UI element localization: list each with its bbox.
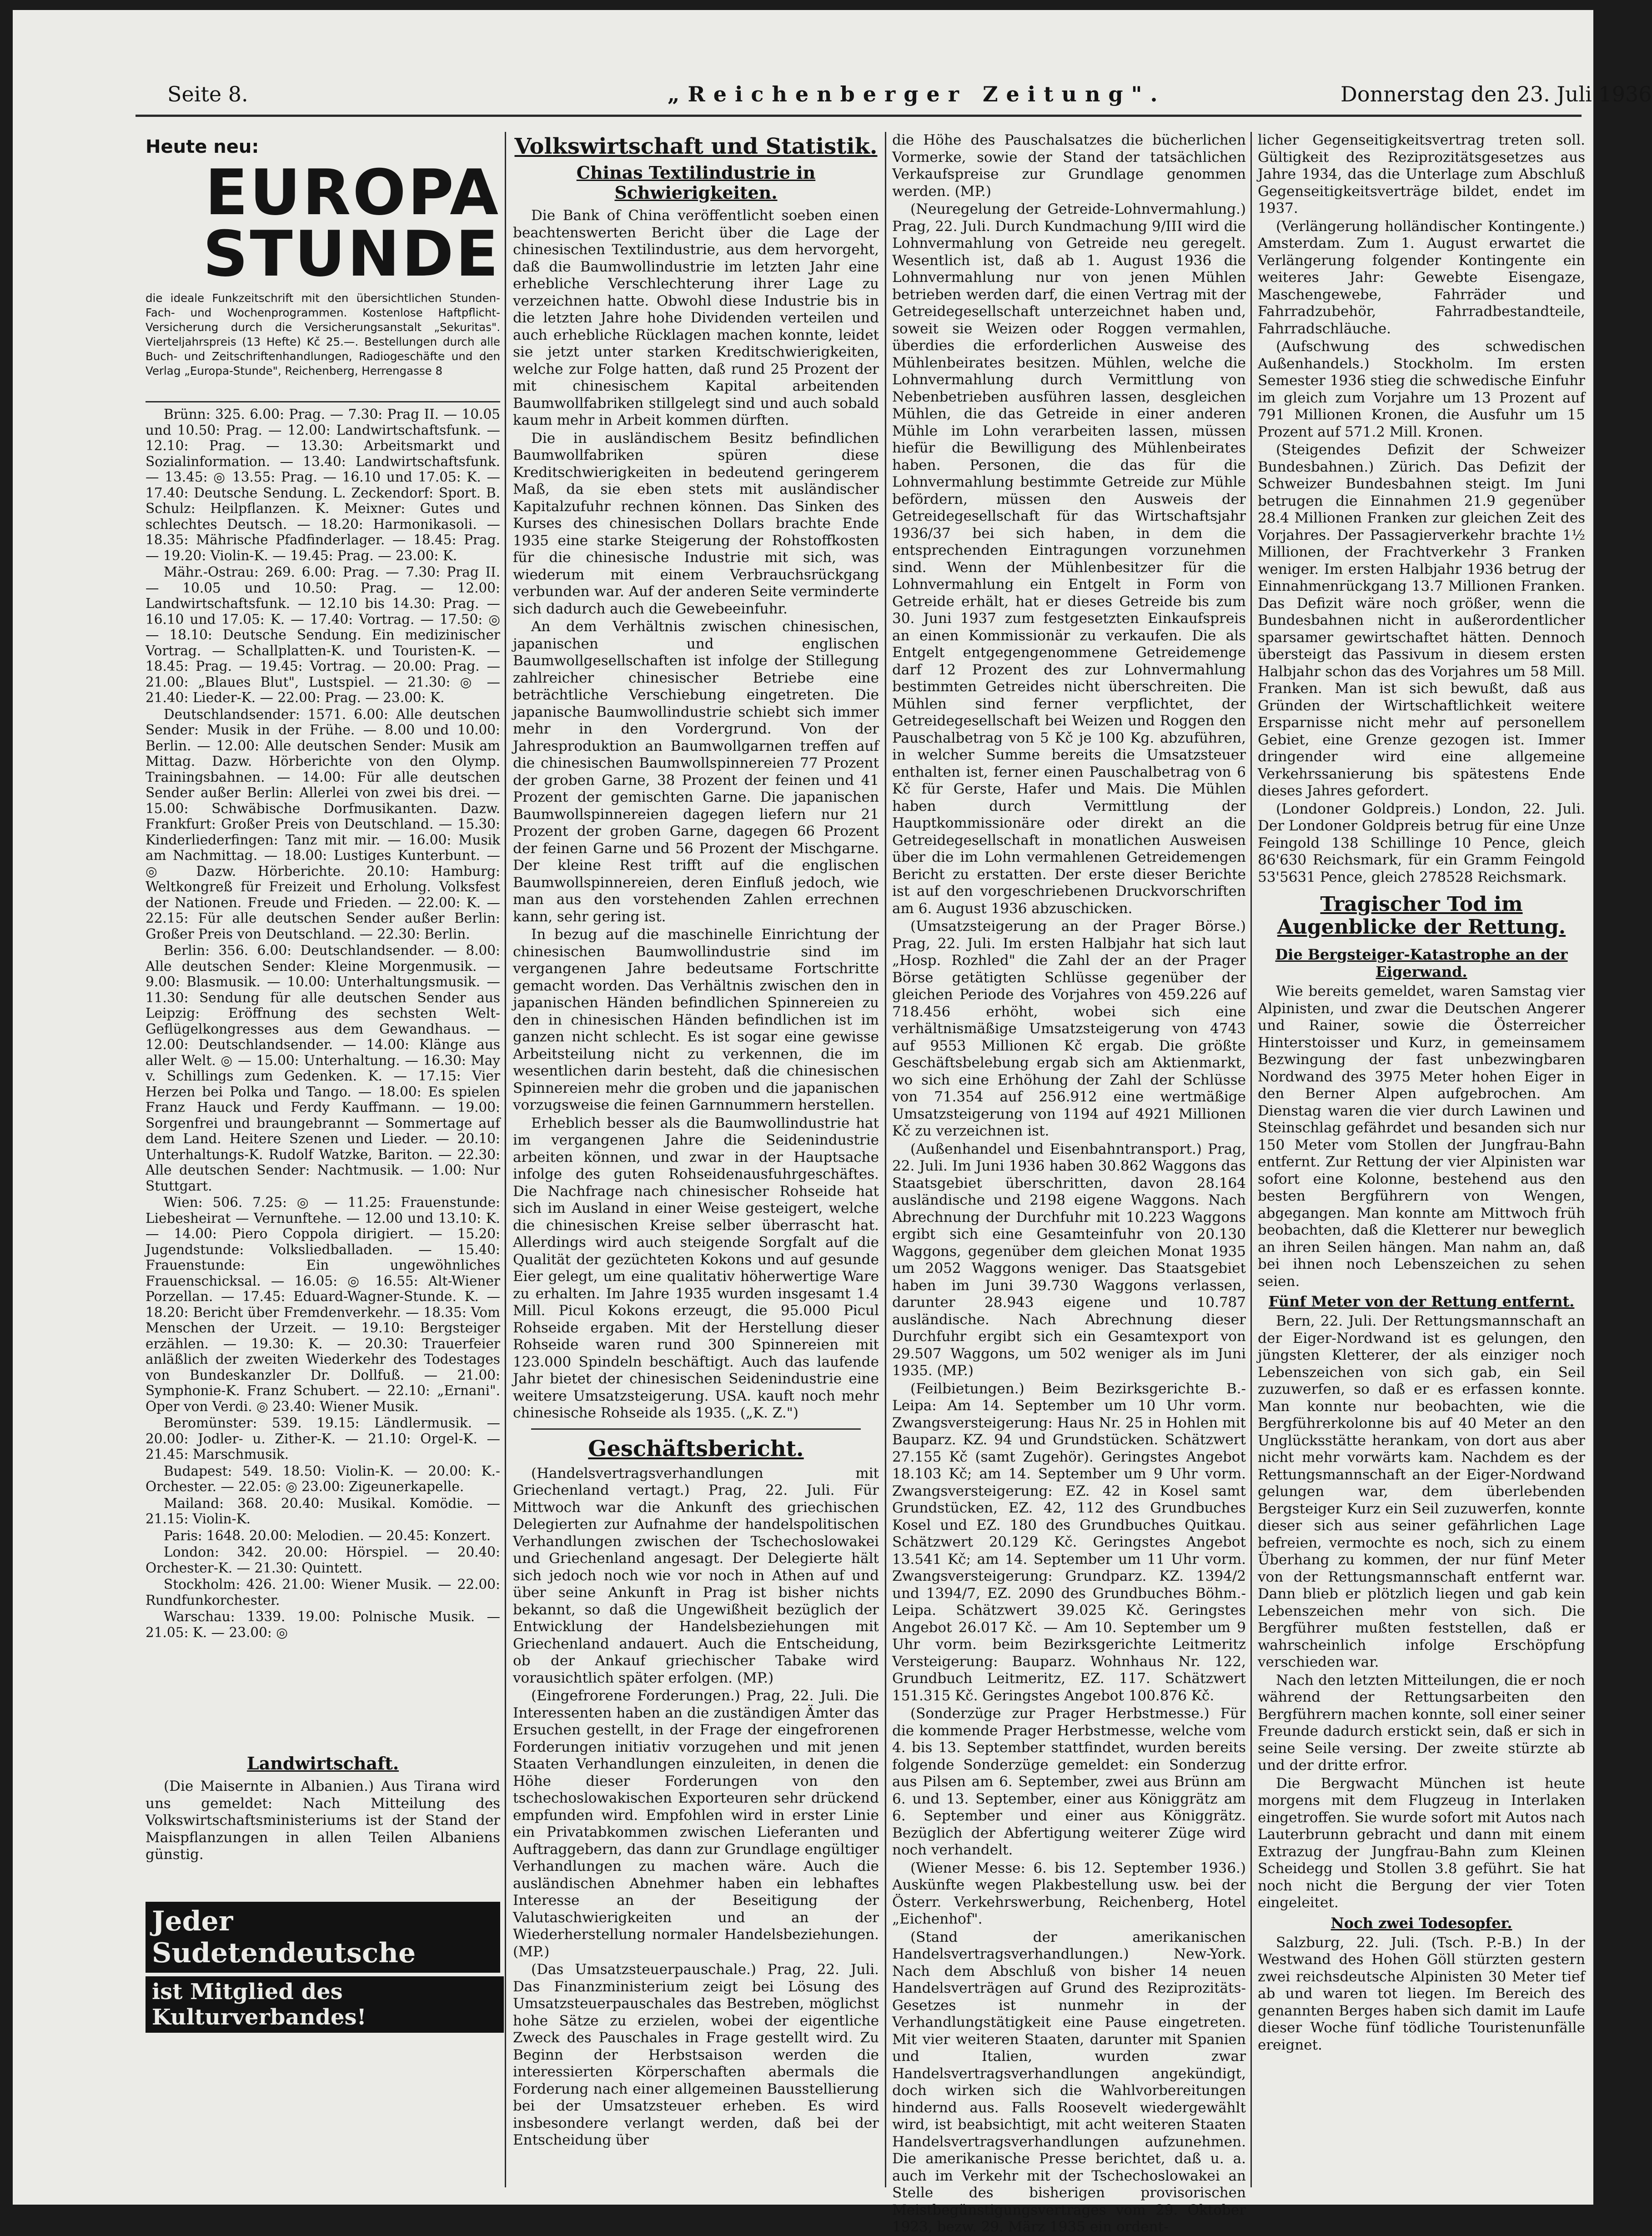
ad-rule (146, 401, 500, 402)
ad-kicker: Heute neu: (146, 136, 259, 157)
ad-blurb: die ideale Funkzeitschrift mit den übersichtlichen Stunden-Fach- und Wochenprogrammen. Kostenlose Haftpflicht-Versicherung durch die Versicherungsanstalt „Sekuritas". Vierteljahrspreis (13 Hefte) Kč 25.—. Bestellungen durch alle Buch- und Zeitschriftenhandlungen, Radiogeschäfte und den Verlag „Europa-Stunde", Reichenberg, Herrengasse 8 (146, 291, 500, 377)
article-paragraph: (Stand der amerikanischen Handelsvertragsverhandlungen.) New-York. Nach dem Abschluß von bisher 14 neuen Handelsverträgen auf Grund des Reziprozitäts-Gesetzes ist nunmehr in der Verhandlungstätigkeit eine Pause eingetreten. Mit vier weiteren Staaten, darunter mit Spanien und Italien, wurden zwar Handelsvertragsverhandlungen angekündigt, doch wirken sich die Wahlvorbereitungen hindernd aus. Falls Roosevelt wiedergewählt wird, ist beabsichtigt, mit acht weiteren Staaten Handelsvertragsverhandlungen aufzunehmen. Die amerikanische Presse berichtet, daß u. a. auch im Verkehr mit der Tschechoslowakei an Stelle des bisherigen provisorischen Meistbegünstigungsvertrages vom 29. Oktober 1923, bezw. 29. März 1935 ein ordent- (892, 1929, 1246, 2235)
radio-station-london: London: 342. 20.00: Hörspiel. — 20.40: Orchester-K. — 21.30: Quintett. (146, 1544, 500, 1576)
subheadline-eiger: Die Bergsteiger-Katastrophe an der Eigerwand. (1275, 946, 1568, 980)
article-paragraph: (Wiener Messe: 6. bis 12. September 1936.) Auskünfte wegen Plakbestellung usw. bei der Österr. Verkehrswerbung, Reichenberg, Hotel „Eichenhof". (892, 1859, 1246, 1927)
radio-station-beromunster: Beromünster: 539. 19.15: Ländlermusik. — 20.00: Jodler- u. Zither-K. — 21.10: Orgel-K. — 21.45: Marschmusik. (146, 1415, 500, 1462)
article-paragraph: Wie bereits gemeldet, waren Samstag vier Alpinisten, und zwar die Deutschen Angerer und Rainer, sowie die Österreicher Hinterstoisser und Kurz, in gemeinsamem Bezwingung der fast unbezwingbaren Nordwand des 3975 Meter hohen Eiger in den Berner Alpen aufgebrochen. Am Dienstag waren die vier durch Lawinen und Steinschlag gefährdet und besanden sich nur 150 Meter vom Stollen der Jungfrau-Bahn entfernt. Zur Rettung der vier Alpinisten war sofort eine Kolonne, bestehend aus den besten Bergführern von Wengen, abgegangen. Man konnte am Mittwoch früh beobachten, daß die Kletterer nur beweglich an ihren Seilen hängen. Man nahm an, daß bei ihnen noch Lebenszeichen zu sehen seien. (1258, 983, 1585, 1290)
radio-station-brunn: Brünn: 325. 6.00: Prag. — 7.30: Prag II. — 10.05 und 10.50: Prag. — 12.00: Landwirtschaftsfunk. — 12.10: Prag. — 13.30: Arbeitsmarkt und Sozialinformation. — 13.40: Landwirtschaftsfunk. — 13.45: ◎ 13.55: Prag. — 16.10 und 17.05: K. — 17.40: Deutsche Sendung. L. Zeckendorf: Sport. B. Schulz: Heilpflanzen. K. Meixner: Gutes und schlechtes Deutsch. — 18.20: Harmonikasoli. — 18.35: Mährische Pfadfinderlager. — 18.45: Prag. — 19.20: Violin-K. — 19.45: Prag. — 23.00: K. (146, 407, 500, 563)
article-paragraph: (Das Umsatzsteuerpauschale.) Prag, 22. Juli. Das Finanzministerium zeigt bei Lösung des Umsatzsteuerpauschales das Bestreben, möglichst hohe Sätze zu erzielen, wobei der eigentliche Zweck des Pauschales in Frage gestellt wird. Zu Beginn der Herbstsaison werden die interessierten Körperschaften abermals die Forderung nach einer allgemeinen Bausstellierung bei der Umsatzsteuer erheben. Es wird insbesondere verlangt werden, daß bei der Entscheidung über (513, 1961, 879, 2148)
ad-brand-line2: STUNDE (203, 217, 500, 291)
page-number: Seite 8. (167, 82, 248, 106)
column-economy (513, 132, 879, 2187)
radio-station-berlin: Berlin: 356. 6.00: Deutschlandsender. — 8.00: Alle deutschen Sender: Kleine Morgenmusik. — 9.00: Blasmusik. — 10.00: Unterhaltungsmusik. — 11.30: Sendung für alle deutschen Sender aus Leipzig: Eröffnung des sechsten Welt-Geflügelkongresses aus dem Gewandhaus. — 12.00: Deutschlandsender. — 14.00: Klänge aus aller Welt. ◎ — 15.00: Unterhaltung. — 16.30: May v. Schillings zum Gedenken. K. — 17.15: Vier Herzen bei Polka und Tango. — 18.00: Es spielen Franz Hauck und Ferdy Kauffmann. — 19.00: Sorgenfrei und braungebrannt — Sommertage auf dem Land. Heitere Szenen und Lieder. — 20.10: Unterhaltungs-K. Rudolf Watzke, Bariton. — 22.30: Alle deutschen Sender: Nachtmusik. — 1.00: Nur Stuttgart. (146, 943, 500, 1194)
newspaper-title: „Reichenberger Zeitung". (668, 82, 1166, 106)
article-paragraph: (Steigendes Defizit der Schweizer Bundesbahnen.) Zürich. Das Defizit der Schweizer Bundesbahnen steigt. Im Juni betrugen die Einnahmen 21.9 gegenüber 28.4 Millionen Franken zur gleichen Zeit des Vorjahres. Der Passagierverkehr brachte 1½ Millionen, der Frachtverkehr 3 Franken weniger. Im ersten Halbjahr 1936 betrug der Einnahmenrückgang 13.7 Millionen Franken. Das Defizit wäre noch größer, wenn die Bundesbahnen nicht in außerordentlicher sparsamer gewirtschaftet hätten. Dennoch übersteigt das Passivum in diesem ersten Halbjahr schon das des Vorjahres um 58 Mill. Franken. Man ist sich bewußt, daß aus Gründen der Wirtschaftlichkeit weitere Ersparnisse nicht mehr auf personellem Gebiet, eine Grenze gezogen ist. Immer dringender wird eine allgemeine Verkehrssanierung bis spätestens Ende dieses Jahres gefordert. (1258, 442, 1585, 799)
radio-station-warschau: Warschau: 1339. 19.00: Polnische Musik. — 21.05: K. — 23.00: ◎ (146, 1609, 500, 1640)
article-paragraph: An dem Verhältnis zwischen chinesischen, japanischen und englischen Baumwollgesellschaften ist infolge der Stillegung zahlreicher chinesischer Betriebe eine beträchtliche Verschiebung eingetreten. Die japanische Baumwollindustrie schiebt sich immer mehr in den Vordergrund. Von der Jahresproduktion an Baumwollgarnen treffen auf die chinesischen Baumwollspinnereien 77 Prozent der groben Garne, 38 Prozent der feinen und 41 Prozent der gemischten Garne. Die japanischen Baumwollspinnereien dagegen liefern nur 21 Prozent der groben Garne, dagegen 66 Prozent der feinen Garne und 56 Prozent der Mischgarne. Der kleine Rest trifft auf die englischen Baumwollspinnereien, deren Einfluß jedoch, wie man aus den vorstehenden Zahlen errechnen kann, sehr gering ist. (513, 618, 879, 925)
article-paragraph: (Feilbietungen.) Beim Bezirksgerichte B.-Leipa: Am 14. September um 10 Uhr vorm. Zwangsversteigerung: Haus Nr. 25 in Hohlen mit Bauparz. KZ. 94 und Grundstücken. Schätzwert 27.155 Kč (samt Zugehör). Geringstes Angebot 18.103 Kč; am 14. September um 9 Uhr vorm. Zwangsversteigerung: EZ. 42 in Kosel samt Grundstücken, EZ. 42, 112 des Grundbuches Kosel und EZ. 180 des Grundbuches Quitkau. Schätzwert 20.129 Kč. Geringstes Angebot 13.541 Kč; am 14. September um 11 Uhr vorm. Zwangsversteigerung: Grundparz. KZ. 1394/2 und 1394/7, EZ. 2090 des Grundbuches Böhm.-Leipa. Schätzwert 39.025 Kč. Geringstes Angebot 26.017 Kč. — Am 10. September um 9 Uhr vorm. beim Bezirksgerichte Leitmeritz Versteigerung: Bauparz. Wohnhaus Nr. 122, Grundbuch Leitmeritz, EZ. 117. Schätzwert 151.315 Kč. Geringstes Angebot 100.876 Kč. (892, 1380, 1246, 1704)
article-paragraph: Die Bergwacht München ist heute morgens mit dem Flugzeug in Interlaken eingetroffen. Sie wurde sofort mit Autos nach Lauterbrunn gebracht und dann mit einem Extrazug der Jungfrau-Bahn zum Kleinen Scheidegg und Stollen 3.8 geführt. Sie hat noch nicht die Bergung der vier Toten eingeleitet. (1258, 1775, 1585, 1911)
page-header (13, 10, 1652, 124)
radio-station-stockholm: Stockholm: 426. 21.00: Wiener Musik. — 22.00: Rundfunkorchester. (146, 1577, 500, 1608)
column-rule (1250, 132, 1252, 2187)
section-divider (531, 1428, 861, 1430)
kulturverband-ad (146, 1902, 500, 2030)
article-paragraph: licher Gegenseitigkeitsvertrag treten soll. Gültigkeit des Reziprozitätsgesetzes aus Jahre 1934, das die Unterlage zum Abschluß Gegenseitigkeitsverträge bildet, endet im 1937. (1258, 132, 1585, 216)
radio-station-budapest: Budapest: 549. 18.50: Violin-K. — 20.00: K.-Orchester. — 22.05: ◎ 23.00: Zigeunerkapelle. (146, 1463, 500, 1494)
subheadline-two-victims: Noch zwei Todesopfer. (1331, 1914, 1512, 1932)
newspaper-page (13, 10, 1652, 2235)
article-paragraph: (Londoner Goldpreis.) London, 22. Juli. Der Londoner Goldpreis betrug für eine Unze Feingold 138 Schillinge 10 Pence, gleich 86'630 Reichsmark, für ein Gramm Feingold 53'5631 Pence, gleich 278528 Reichsmark. (1258, 800, 1585, 885)
article-paragraph: Salzburg, 22. Juli. (Tsch. P.-B.) In der Westwand des Hohen Göll stürzten gestern zwei reichsdeutsche Alpinisten 30 Meter tief ab und waren tot liegen. Im Bereich des genannten Berges haben sich damit im Laufe dieser Woche fünf tödliche Touristenunfälle ereignet. (1258, 1934, 1585, 2053)
header-rule (136, 115, 1582, 117)
landwirtschaft-section (146, 1752, 500, 1893)
column-rule (885, 132, 886, 2187)
column-business (892, 132, 1246, 2235)
article-paragraph: In bezug auf die maschinelle Einrichtung der chinesischen Baumwollindustrie sind im vergangenen Jahre bedeutsame Fortschritte gemacht worden. Das Verhältnis zwischen den in japanischen Händen befindlichen Spinnereien zu den in chinesischen Händen befindlichen ist im ganzen nicht schlecht. Es ist sogar eine gewisse Arbeitsteilung nicht zu verkennen, die im wesentlichen darin besteht, daß die chinesischen Spinnereien mehr die groben und die japanischen vorzugsweise die feinen Garnnummern herstellen. (513, 926, 879, 1113)
article-paragraph: Bern, 22. Juli. Der Rettungsmannschaft an der Eiger-Nordwand ist es gelungen, den jüngsten Kletterer, der als einziger noch Lebenszeichen von sich gab, ein Seil zuzuwerfen, so daß er es erfassen konnte. Man konnte nur beobachten, wie die Bergführerkolonne bis auf 40 Meter an den Unglücksstätte herankam, von dort aus aber nicht mehr vorwärts kam. Nachdem es der Rettungsmannschaft an der Eiger-Nordwand gelungen war, dem überlebenden Bergsteiger Kurz ein Seil zuzuwerfen, konnte dieser sich aus seiner gefährlichen Lage befreien, vermochte es noch, sich zu einem Überhang zu kommen, der nur fünf Meter von der Rettungsmannschaft entfernt war. Dann blieb er plötzlich liegen und gab kein Lebenszeichen mehr von sich. Die Bergführer mußten feststellen, daß er wahrscheinlich infolge Erschöpfung verschieden war. (1258, 1313, 1585, 1670)
article-paragraph: (Handelsvertragsverhandlungen mit Griechenland vertagt.) Prag, 22. Juli. Für Mittwoch war die Ankunft des griechischen Delegierten zur Aufnahme der handelspolitischen Verhandlungen zwischen der Tschechoslowakei und Griechenland angesagt. Der Delegierte hält sich jedoch noch wie vor noch in Athen auf und über seine Ankunft in Prag ist bisher nichts bekannt, so daß die Ungewißheit bezüglich der Entwicklung der Handelsbeziehungen mit Griechenland andauert. Auch die Entscheidung, ob der Ankauf griechischer Tabake wird vorausichtlich später erfolgen. (MP.) (513, 1465, 879, 1686)
radio-program (146, 407, 500, 1748)
article-paragraph: Erheblich besser als die Baumwollindustrie hat im vergangenen Jahre die Seidenindustrie arbeiten können, und zwar in der Hauptsache infolge des guten Rohseidenausfuhrgeschäftes. Die Nachfrage nach chinesischer Rohseide hat sich im Ausland in einer Weise gesteigert, welche die chinesischen Kreise selber überrascht hat. Allerdings wird auch steigende Sorgfalt auf die Qualität der gezüchteten Kokons und auf gesunde Eier gelegt, um eine qualitativ höherwertige Ware zu erhalten. Im Jahre 1935 wurden insgesamt 1.4 Mill. Picul Kokons erzeugt, die 95.000 Picul Rohseide ergaben. Mit der Herstellung dieser Rohseide waren rund 300 Spinnereien mit 123.000 Spindeln beschäftigt. Auch das laufende Jahr bietet der chinesischen Seidenindustrie eine weitere Umsatzsteigerung. USA. kauft noch mehr chinesische Rohseide als 1935. („K. Z.") (513, 1115, 879, 1421)
article-paragraph: (Sonderzüge zur Prager Herbstmesse.) Für die kommende Prager Herbstmesse, welche vom 4. bis 13. September stattfindet, wurden bereits folgende Sonderzüge gemeldet: ein Sonderzug aus Pilsen am 6. September, zwei aus Brünn am 6. und 13. September, einer aus Königgrätz am 6. September und einer aus Königgrätz. Bezüglich der Abfertigung weiterer Züge wird noch verhandelt. (892, 1705, 1246, 1858)
section-title-volkswirtschaft: Volkswirtschaft und Statistik. (514, 134, 878, 159)
article-paragraph: die Höhe des Pauschalsatzes die bücherlichen Vormerke, sowie der Stand der tatsächlichen Verkaufspreise zur Grundlage genommen werden. (MP.) (892, 132, 1246, 200)
article-paragraph: (Aufschwung des schwedischen Außenhandels.) Stockholm. Im ersten Semester 1936 stieg die schwedische Einfuhr im gleich zum Vorjahre um 13 Prozent auf 791 Millionen Kronen, die Ausfuhr um 15 Prozent auf 571.2 Mill. Kronen. (1258, 338, 1585, 440)
subheadline-five-meters: Fünf Meter von der Rettung entfernt. (1268, 1293, 1575, 1310)
article-paragraph: (Verlängerung holländischer Kontingente.) Amsterdam. Zum 1. August erwartet die Verlängerung folgender Kontingente ein weiteres Jahr: Gewebte Eisengaze, Maschengewebe, Fahrräder und Fahrradzubehör, Fahrradbestandteile, Fahrradschläuche. (1258, 218, 1585, 337)
issue-date: Donnerstag den 23. Juli 1936 (1341, 82, 1652, 106)
article-paragraph: Die in ausländischem Besitz befindlichen Baumwollfabriken spüren diese Kreditschwierigkeiten in bedeutend geringerem Maß, da sie eben stets mit ausländischer Kapitalzufuhr rechnen können. Das Sinken des Kurses des chinesischen Dollars brachte Ende 1935 eine starke Steigerung der Rohstoffkosten für die chinesische Industrie mit sich, was wiederum mit einem Verbrauchsrückgang verbunden war. Auf der anderen Seite verminderte sich dadurch auch die Gewebeeinfuhr. (513, 430, 879, 617)
article-paragraph: (Eingefrorene Forderungen.) Prag, 22. Juli. Die Interessenten haben an die zuständigen Ämter das Ersuchen gestellt, in der Frage der eingefrorenen Forderungen initiativ vorzugehen und mit jenen Staaten Verhandlungen einzuleiten, in denen die Höhe dieser Forderungen von den tschechoslowakischen Exporteuren sehr drückend empfunden wird. Empfohlen wird in erster Linie ein Privatabkommen zwischen Lieferanten und Auftraggebern, das dann zur Grundlage engültiger Verhandlungen zu machen wäre. Auch die ausländischen Abnehmer haben ein lebhaftes Interesse an der Beseitigung der Valutaschwierigkeiten und an der Wiederherstellung normaler Handelsbeziehungen. (MP.) (513, 1688, 879, 1960)
column-rule (505, 132, 506, 2187)
landwirtschaft-title: Landwirtschaft. (246, 1753, 399, 1774)
article-paragraph: Die Bank of China veröffentlicht soeben einen beachtenswerten Bericht über die Lage der chinesischen Textilindustrie, aus dem hervorgeht, daß die Baumwollindustrie im letzten Jahr eine erhebliche Verschlechterung ihrer Lage zu verzeichnen hatte. Obwohl diese Industrie bis in die letzten Jahre hohe Dividenden verteilen und auch erhebliche Rücklagen machen konnte, leidet sie jetzt unter starken Kreditschwierigkeiten, welche zur Folge hatten, daß rund 25 Prozent der mit chinesischem Kapital arbeitenden Baumwollfabriken stillgelegt sind und auch sobald kaum mehr in Arbeit kommen dürften. (513, 207, 879, 428)
radio-station-wien: Wien: 506. 7.25: ◎ — 11.25: Frauenstunde: Liebesheirat — Vernunftehe. — 12.00 und 13.10: K. — 14.00: Piero Coppola dirigiert. — 15.20: Jugendstunde: Volksliedballaden. — 15.40: Frauenstunde: Ein ungewöhnliches Frauenschicksal. — 16.05: ◎ 16.55: Alt-Wiener Porzellan. — 17.45: Eduard-Wagner-Stunde. K. — 18.20: Bericht über Fremdenverkehr. — 18.35: Vom Menschen der Urzeit. — 19.10: Bergsteiger erzählen. — 19.30: K. — 20.30: Trauerfeier anläßlich der zweiten Wiederkehr des Todestages von Bundeskanzler Dr. Dollfuß. — 21.00: Symphonie-K. Franz Schubert. — 22.10: „Ernani". Oper von Verdi. ◎ 23.40: Wiener Musik. (146, 1195, 500, 1414)
column-news (1258, 132, 1585, 2187)
ad-brand-line1: EUROPA (205, 156, 500, 229)
radio-station-mailand: Mailand: 368. 20.40: Musikal. Komödie. — 21.15: Violin-K. (146, 1495, 500, 1527)
article-paragraph: Nach den letzten Mitteilungen, die er noch während der Rettungsarbeiten den Bergführern machen konnte, soll einer seiner Freunde dadurch erstickt sein, daß er sich in seine Seile versing. Der zweite stürzte ab und der dritte erfror. (1258, 1672, 1585, 1774)
article-title-china-textile: Chinas Textilindustrie in Schwierigkeiten. (576, 162, 816, 203)
section-title-geschaeftsbericht: Geschäftsbericht. (588, 1436, 804, 1462)
kulturverband-line2: ist Mitglied des Kulturverbandes! (146, 1976, 504, 2033)
radio-station-deutschlandsender: Deutschlandsender: 1571. 6.00: Alle deutschen Sender: Musik in der Frühe. — 8.00 und 10.00: Berlin. — 12.00: Alle deutschen Sender: Musik am Mittag. Dazw. Hörberichte von den Olymp. Trainingsbahnen. — 14.00: Für alle deutschen Sender außer Berlin: Allerlei von zwei bis drei. — 15.00: Schwäbische Dorfmusikanten. Dazw. Frankfurt: Großer Preis von Deutschland. — 15.30: Kinderliederfingen: Tanz mit mir. — 16.00: Musik am Nachmittag. — 18.00: Lustiges Kunterbunt. — ◎ Dazw. Hörberichte. 20.10: Hamburg: Weltkongreß für Freizeit und Erholung. Volksfest der Nationen. Freude und Frieden. — 22.00: K. — 22.15: Für alle deutschen Sender außer Berlin: Großer Preis von Deutschland. — 22.30: Berlin. (146, 706, 500, 942)
europa-stunde-ad (146, 136, 500, 378)
kulturverband-line1: Jeder Sudetendeutsche (146, 1902, 500, 1973)
headline-eiger-tragedy: Tragischer Tod im Augenblicke der Rettung. (1277, 893, 1566, 939)
article-paragraph: (Neuregelung der Getreide-Lohnvermahlung.) Prag, 22. Juli. Durch Kundmachung 9/III wird die Lohnvermahlung von Getreide neu geregelt. Wesentlich ist, daß ab 1. August 1936 die Lohnvermahlung nur von jenen Mühlen betrieben werden darf, die einen Vertrag mit der Getreidegesellschaft unterzeichnet haben und, soweit sie Weizen oder Roggen vermahlen, überdies die erforderlichen Ausweise des Mühlenbeirates besitzen. Mühlen, welche die Lohnvermahlung durch Vermittlung von Nebenbetrieben ausführen lassen, desgleichen Mühlen, die das Getreide in einer anderen Mühle im Lohn verarbeiten lassen, müssen hiefür die Bewilligung des Mühlenbeirates haben. Personen, die das für die Lohnvermahlung bestimmte Getreide zur Mühle befördern, müssen den Ausweis der Getreidegesellschaft für das Wirtschaftsjahr 1936/37 bei sich haben, in dem die entsprechenden Eintragungen vorzunehmen sind. Wenn der Mühlenbesitzer für die Lohnvermahlung ein Entgelt in Form von Getreide erhält, hat er dieses Getreide bis zum 30. Juni 1937 zum festgesetzten Einkaufspreis an einen Kommissionär zu verkaufen. Die als Entgelt entgegengenommene Getreidemenge darf 12 Prozent des zur Lohnvermahlung bestimmten Getreides nicht überschreiten. Die Mühlen sind ferner verpflichtet, der Getreidegesellschaft bei Weizen und Roggen den Pauschalbetrag von 5 Kč je 100 Kg. abzuführen, in welcher Summe bereits die Umsatzsteuer enthalten ist, ferner einen Pauschalbetrag von 6 Kč für Gerste, Hafer und Mais. Die Mühlen haben durch Vermittlung der Hauptkommissionäre oder direkt an die Getreidegesellschaft in monatlichen Ausweisen über die im Lohn vermahlenen Getreidemengen Bericht zu erstatten. Der erste dieser Berichte ist auf den vorgeschriebenen Druckvorschriften am 6. August 1936 abzuschicken. (892, 201, 1246, 917)
article-paragraph: (Außenhandel und Eisenbahntransport.) Prag, 22. Juli. Im Juni 1936 haben 30.862 Waggons das Staatsgebiet überschritten, davon 28.164 ausländische und 2198 eigene Waggons. Nach Abrechnung der Durchfuhr mit 10.223 Waggons ergibt sich eine Gesamteinfuhr von 20.130 Waggons, gegenüber dem gleichen Monat 1935 um 2052 Waggons weniger. Das Staatsgebiet haben im Juni 39.730 Waggons verlassen, darunter 28.943 eigene und 10.787 ausländische. Nach Abrechnung dieser Durchfuhr ergibt sich ein Gesamtexport von 29.507 Waggons, um 502 weniger als im Juni 1935. (MP.) (892, 1141, 1246, 1379)
radio-station-paris: Paris: 1648. 20.00: Melodien. — 20.45: Konzert. (164, 1528, 491, 1543)
radio-station-ostrau: Mähr.-Ostrau: 269. 6.00: Prag. — 7.30: Prag II. — 10.05 und 10.50: Prag. — 12.00: Landwirtschaftsfunk. — 12.10 bis 14.30: Prag. — 16.10 und 17.05: K. — 17.40: Vortrag. — 17.50: ◎ — 18.10: Deutsche Sendung. Ein medizinischer Vortrag. — Schallplatten-K. und Touristen-K. — 18.45: Prag. — 19.45: Vortrag. — 20.00: Prag. — 21.00: „Blaues Blut", Lustspiel. — 21.30: ◎ — 21.40: Lieder-K. — 22.00: Prag. — 23.00: K. (146, 564, 500, 705)
article-paragraph: (Umsatzsteigerung an der Prager Börse.) Prag, 22. Juli. Im ersten Halbjahr hat sich laut „Hosp. Rozhled" die Zahl der an der Prager Börse getätigten Schlüsse gegenüber der gleichen Periode des Vorjahres von 459.226 auf 718.456 erhöht, wobei sich eine verhältnismäßige Umsatzsteigerung von 4743 auf 9553 Millionen Kč ergab. Die größte Geschäftsbelebung ergab sich am Aktienmarkt, wo sich eine Erhöhung der Zahl der Schlüsse von 71.354 auf 256.912 eine wertmäßige Umsatzsteigerung von 1194 auf 4921 Millionen Kč zu verzeichnen ist. (892, 918, 1246, 1139)
landwirtschaft-text: (Die Maisernte in Albanien.) Aus Tirana wird uns gemeldet: Nach Mitteilung des Volkswirtschaftsministeriums ist der Stand der Maispflanzungen in allen Teilen Albaniens günstig. (146, 1778, 500, 1863)
